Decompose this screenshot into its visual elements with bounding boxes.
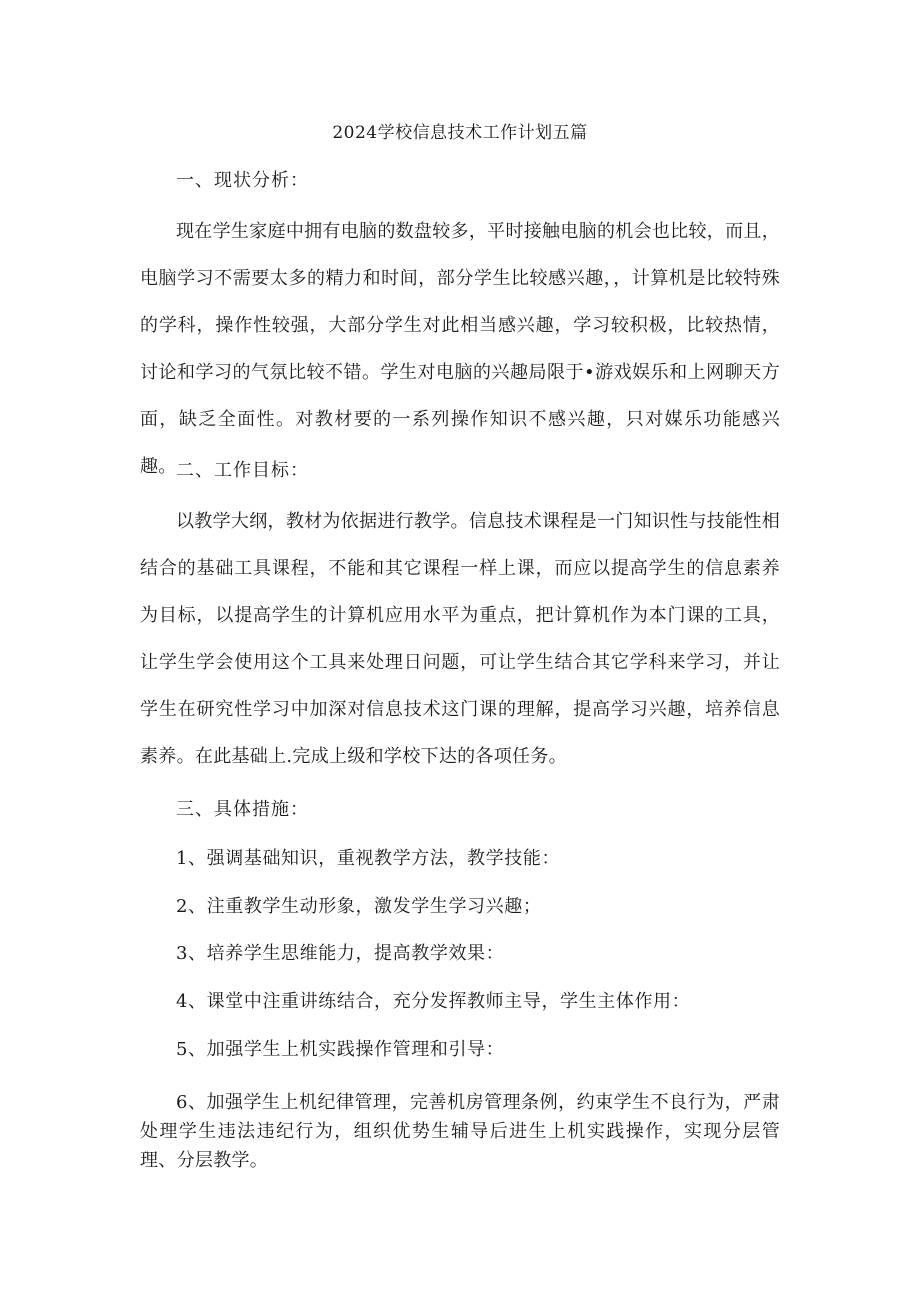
section-paragraph-goals: 以教学大纲，教材为依据进行教学。信息技术课程是一门知识性与技能性相结合的基础工具课程，不能和其它课程一样上课，而应以提高学生的信息素养为目标，以提高学生的计算机应用水平为重点，把计算机作为本门课的工具，让学生学会使用这个工具来处理日问题，可让学生结合其它学科来学习，并让学生在研究性学习中加深对信息技术这门课的理解，提高学习兴趣，培养信息素养。在此基础上.完成上级和学校下达的各项任务。 [140,511,780,767]
measure-item: 1、强调基础知识，重视教学方法，教学技能： [176,848,561,869]
measure-item: 5、加强学生上机实践操作管理和引导： [176,1039,505,1060]
section-heading-measures: 三、具体措施： [176,799,309,820]
measure-item-long: 6、加强学生上机纪律管理，完善机房管理条例，约束学生不良行为，严肃处理学生违法违纪行为，组织优势生辅导后进生上机实践操作，实现分层管理、分层教学。 [140,1092,780,1171]
measure-item: 2、注重教学生动形象，激发学生学习兴趣； [176,896,542,917]
measure-item: 3、培养学生思维能力，提高教学效果： [176,943,505,964]
section-heading-goals: 二、工作目标： [176,460,309,481]
section-paragraph-status: 现在学生家庭中拥有电脑的数盘较多，平时接触电脑的机会也比较，而且，电脑学习不需要太多的精力和时间，部分学生比较感兴趣，，计算机是比较特殊的学科，操作性较强，大部分学生对此相当感兴趣，学习较积极，比较热情，讨论和学习的气氛比较不错。学生对电脑的兴趣局限于•游戏娱乐和上网聊天方面，缺乏全面性。对教材要的一系列操作知识不感兴趣，只对媒乐功能感兴趣。 [140,221,780,477]
section-heading-status: 一、现状分析： [176,170,309,191]
measure-item: 4、课堂中注重讲练结合，充分发挥教师主导，学生主体作用： [176,991,691,1012]
document-title: 2024学校信息技术工作计划五篇 [332,123,588,143]
